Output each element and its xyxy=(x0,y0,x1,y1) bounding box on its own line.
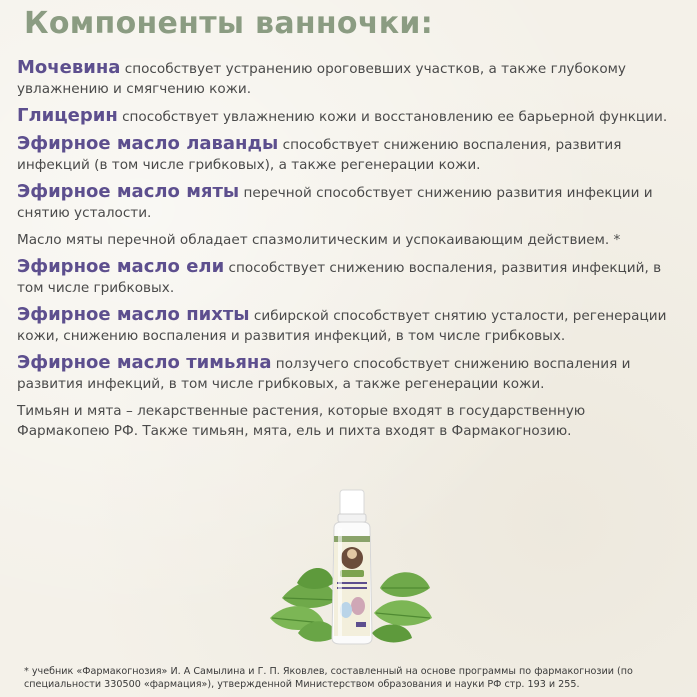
component-name: Эфирное масло мяты xyxy=(17,181,240,202)
component-description: способствует устранению ороговевших участков, а также глубокому увлажнению и смягчению кожи. xyxy=(17,61,626,97)
component-name: Эфирное масло пихты xyxy=(17,304,250,325)
components-list xyxy=(17,58,681,441)
component-glycerin xyxy=(17,106,681,127)
component-description: способствует снижению воспаления, развития инфекций, в том числе грибковых. xyxy=(17,260,662,296)
component-urea xyxy=(17,58,681,99)
component-name: Глицерин xyxy=(17,105,118,126)
component-description: способствует снижению воспаления, развития инфекций (в том числе грибковых), а также регенерации кожи. xyxy=(17,137,622,173)
page-title: Компоненты ванночки: xyxy=(24,6,434,41)
component-fir-oil xyxy=(17,305,681,346)
product-image xyxy=(262,488,442,648)
footnote: * учебник «Фармакогнозия» И. А Самылина и Г. П. Яковлев, составленный на основе программы по фармакогнозии (по специальности 330500 «фармация»), утвержденной Министерством образования и науки РФ стр. 193 и 255. xyxy=(24,665,633,690)
component-thyme-oil xyxy=(17,353,681,394)
component-description: ползучего способствует снижению воспаления и развития инфекций, в том числе грибковых, а также регенерации кожи. xyxy=(17,356,631,392)
pharmacopoeia-note: Тимьян и мята – лекарственные растения, которые входят в государственную Фармакопею РФ. Также тимьян, мята, ель и пихта входят в Фармакогнозию. xyxy=(17,403,586,439)
component-mint-oil xyxy=(17,182,681,223)
component-description: сибирской способствует снятию усталости, регенерации кожи, снижению воспаления и развития инфекций, в том числе грибковых. xyxy=(17,308,667,344)
bottle-icon xyxy=(332,490,372,644)
mint-note: Масло мяты перечной обладает спазмолитическим и успокаивающим действием. * xyxy=(17,232,621,248)
component-name: Эфирное масло тимьяна xyxy=(17,352,272,373)
component-lavender-oil xyxy=(17,134,681,175)
component-name: Эфирное масло ели xyxy=(17,256,225,277)
component-spruce-oil xyxy=(17,257,681,298)
component-description: способствует увлажнению кожи и восстановлению ее барьерной функции. xyxy=(117,109,668,125)
component-name: Эфирное масло лаванды xyxy=(17,133,279,154)
component-name: Мочевина xyxy=(17,57,121,78)
component-description: перечной способствует снижению развития инфекции и снятию усталости. xyxy=(17,185,653,221)
